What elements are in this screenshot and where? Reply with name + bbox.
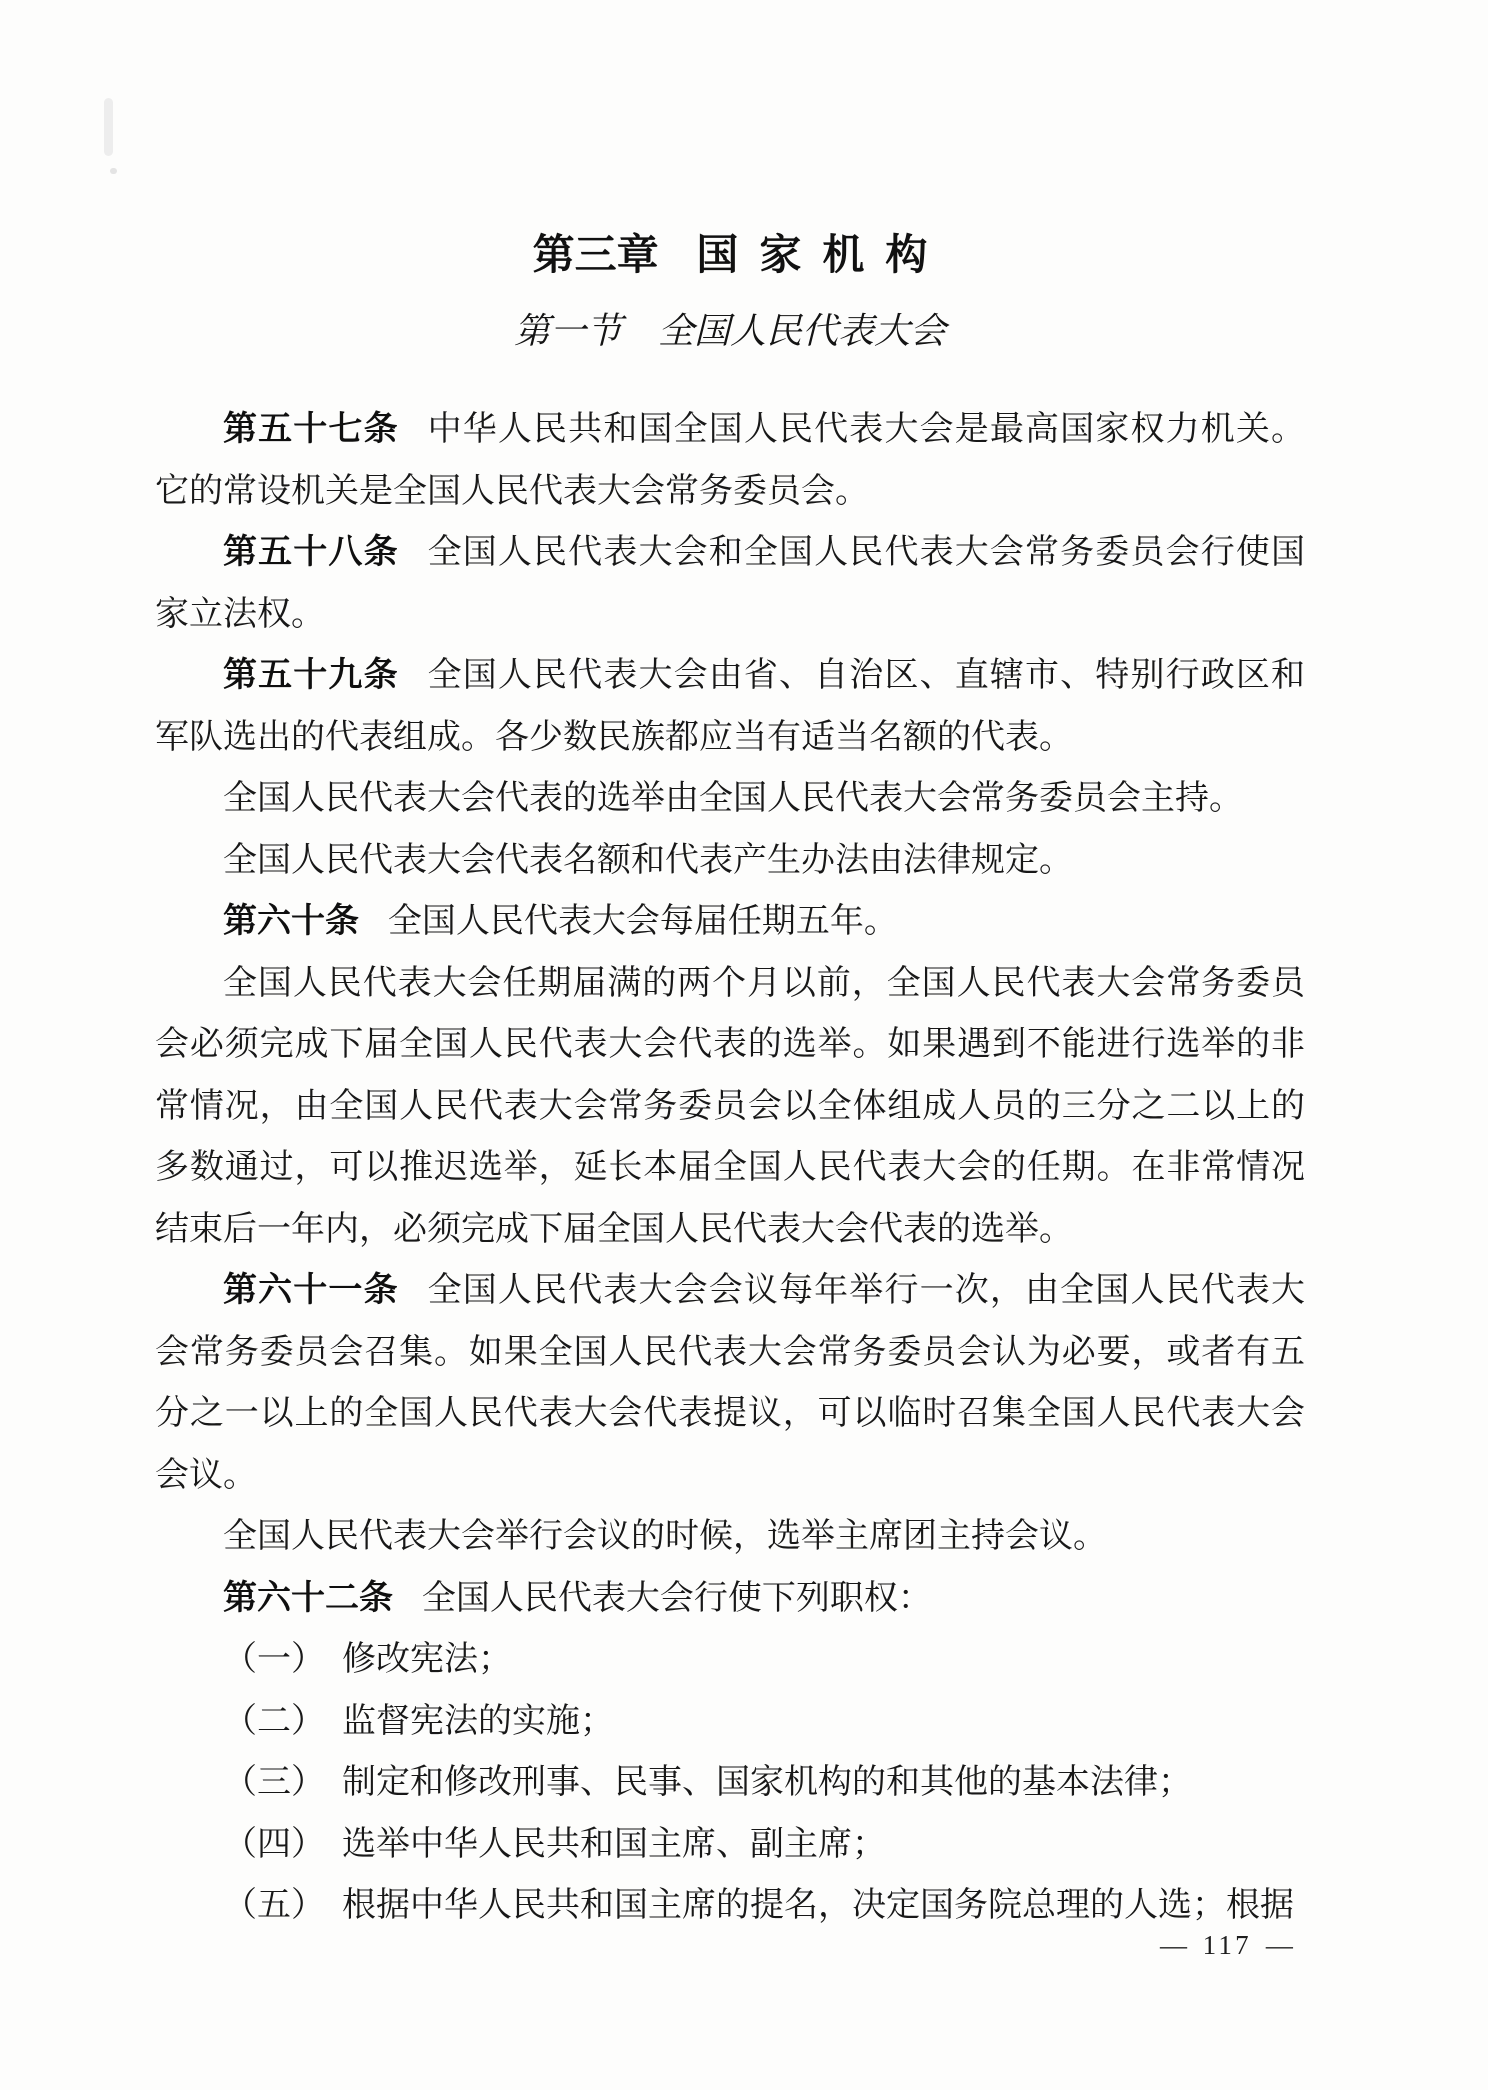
paragraph bbox=[155, 1506, 1305, 1568]
chapter-title bbox=[155, 233, 1305, 277]
article-number: 第六十一条 bbox=[223, 1271, 399, 1309]
item-text: 监督宪法的实施； bbox=[342, 1702, 614, 1740]
paragraph-text: 全国人民代表大会会议每年举行一次，由全国人民代表大会常务委员会召集。如果全国人民代表大会常务委员会认为必要，或者有五分之一以上的全国人民代表大会代表提议，可以临时召集全国人民代表大会会议。 bbox=[155, 1272, 1306, 1494]
page-number-right-dash: — bbox=[1265, 1930, 1295, 1960]
paragraph-text: 全国人民代表大会任期届满的两个月以前，全国人民代表大会常务委员会必须完成下届全国人民代表大会代表的选举。如果遇到不能进行选举的非常情况，由全国人民代表大会常务委员会以全体组成人员的三分之二以上的多数通过，可以推迟选举，延长本届全国人民代表大会的任期。在非常情况结束后一年内，必须完成下届全国人民代表大会代表的选举。 bbox=[155, 964, 1305, 1248]
item-marker: （三） bbox=[223, 1764, 325, 1801]
item-marker: （二） bbox=[223, 1702, 325, 1740]
item-marker: （一） bbox=[223, 1641, 325, 1678]
item-text: 选举中华人民共和国主席、副主席； bbox=[342, 1825, 886, 1863]
paragraph-article-62 bbox=[155, 1568, 1305, 1630]
paragraph-article-57 bbox=[155, 399, 1305, 522]
article-number: 第六十条 bbox=[223, 902, 359, 940]
list-item-2 bbox=[155, 1691, 1305, 1753]
list-item-3 bbox=[155, 1752, 1305, 1814]
page-number-left-dash: — bbox=[1160, 1930, 1189, 1960]
chapter-number: 第三章 bbox=[532, 231, 659, 278]
list-item-5 bbox=[155, 1875, 1305, 1937]
article-text-block bbox=[155, 399, 1305, 1937]
section-name: 全国人民代表大会 bbox=[658, 311, 947, 351]
item-text: 根据中华人民共和国主席的提名，决定国务院总理的人选；根据 bbox=[342, 1887, 1294, 1924]
item-marker: （五） bbox=[223, 1887, 325, 1924]
paragraph bbox=[155, 768, 1305, 830]
list-item-1 bbox=[155, 1629, 1305, 1691]
paragraph-article-60 bbox=[155, 891, 1305, 953]
paragraph-text: 全国人民代表大会代表的选举由全国人民代表大会常务委员会主持。 bbox=[223, 780, 1243, 817]
paragraph-article-61 bbox=[155, 1260, 1305, 1506]
section-number: 第一节 bbox=[513, 311, 622, 351]
item-text: 修改宪法； bbox=[342, 1641, 512, 1678]
paragraph-text: 全国人民代表大会行使下列职权： bbox=[421, 1579, 932, 1617]
paragraph-text: 全国人民代表大会举行会议的时候，选举主席团主持会议。 bbox=[223, 1518, 1107, 1555]
article-number: 第五十九条 bbox=[223, 656, 399, 694]
paragraph bbox=[155, 830, 1305, 892]
page-number bbox=[1160, 1929, 1294, 1961]
paragraph-text: 全国人民代表大会和全国人民代表大会常务委员会行使国家立法权。 bbox=[155, 534, 1306, 633]
list-item-4 bbox=[155, 1814, 1305, 1876]
paragraph bbox=[155, 953, 1305, 1261]
item-text: 制定和修改刑事、民事、国家机构的和其他的基本法律； bbox=[342, 1764, 1192, 1801]
paragraph-text: 全国人民代表大会由省、自治区、直辖市、特别行政区和军队选出的代表组成。各少数民族都应当有适当名额的代表。 bbox=[155, 657, 1306, 756]
scan-dot-artifact bbox=[110, 168, 117, 174]
article-number: 第六十二条 bbox=[223, 1578, 393, 1617]
paragraph-text: 全国人民代表大会每届任期五年。 bbox=[387, 903, 898, 940]
article-number: 第五十七条 bbox=[223, 410, 399, 448]
page-number-value: 117 bbox=[1202, 1930, 1252, 1960]
item-marker: （四） bbox=[223, 1825, 325, 1863]
paragraph-article-58 bbox=[155, 522, 1305, 645]
paragraph-text: 中华人民共和国全国人民代表大会是最高国家权力机关。它的常设机关是全国人民代表大会常务委员会。 bbox=[155, 411, 1306, 510]
scan-smudge-artifact bbox=[104, 98, 113, 156]
paragraph-text: 全国人民代表大会代表名额和代表产生办法由法律规定。 bbox=[223, 841, 1073, 879]
section-title bbox=[155, 311, 1305, 351]
paragraph-article-59 bbox=[155, 645, 1305, 768]
chapter-name: 国家机构 bbox=[696, 231, 949, 278]
article-number: 第五十八条 bbox=[223, 533, 399, 571]
